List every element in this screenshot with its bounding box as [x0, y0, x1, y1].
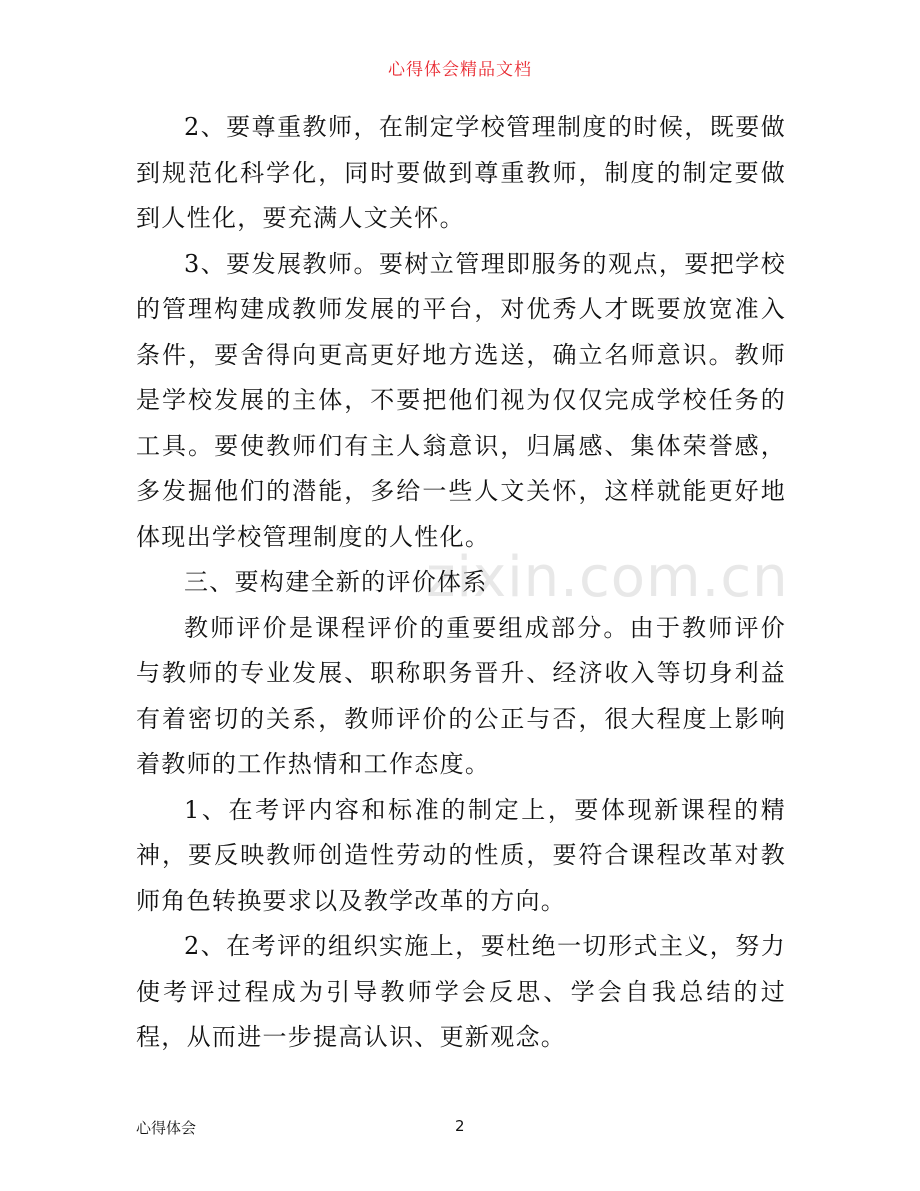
body-text: [136, 105, 786, 1061]
paragraph: 教师评价是课程评价的重要组成部分。由于教师评价与教师的专业发展、职称职务晋升、经济收入等切身利益有着密切的关系，教师评价的公正与否，很大程度上影响着教师的工作热情和工作态度。: [136, 613, 786, 778]
paragraph: 2、要尊重教师，在制定学校管理制度的时候，既要做到规范化科学化，同时要做到尊重教师，制度的制定要做到人性化，要充满人文关怀。: [136, 113, 786, 232]
paragraph: 3、要发展教师。要树立管理即服务的观点，要把学校的管理构建成教师发展的平台，对优秀人才既要放宽准入条件，要舍得向更高更好地方选送，确立名师意识。教师是学校发展的主体，不要把他们视为仅仅完成学校任务的工具。要使教师们有主人翁意识，归属感、集体荣誉感，多发掘他们的潜能，多给一些人文关怀，这样就能更好地体现出学校管理制度的人性化。: [136, 249, 786, 551]
page-header-title: 心得体会精品文档: [388, 60, 532, 80]
paragraph: 1、在考评内容和标准的制定上，要体现新课程的精神，要反映教师创造性劳动的性质，要符合课程改革对教师角色转换要求以及教学改革的方向。: [136, 795, 786, 915]
footer-label: 心得体会: [136, 1119, 197, 1137]
section-heading: 三、要构建全新的评价体系: [184, 568, 488, 596]
page-number: 2: [455, 1117, 465, 1135]
watermark: zixin.com.cn: [426, 545, 789, 610]
paragraph: 2、在考评的组织实施上，要杜绝一切形式主义，努力使考评过程成为引导教师学会反思、学会自我总结的过程，从而进一步提高认识、更新观念。: [136, 932, 786, 1051]
